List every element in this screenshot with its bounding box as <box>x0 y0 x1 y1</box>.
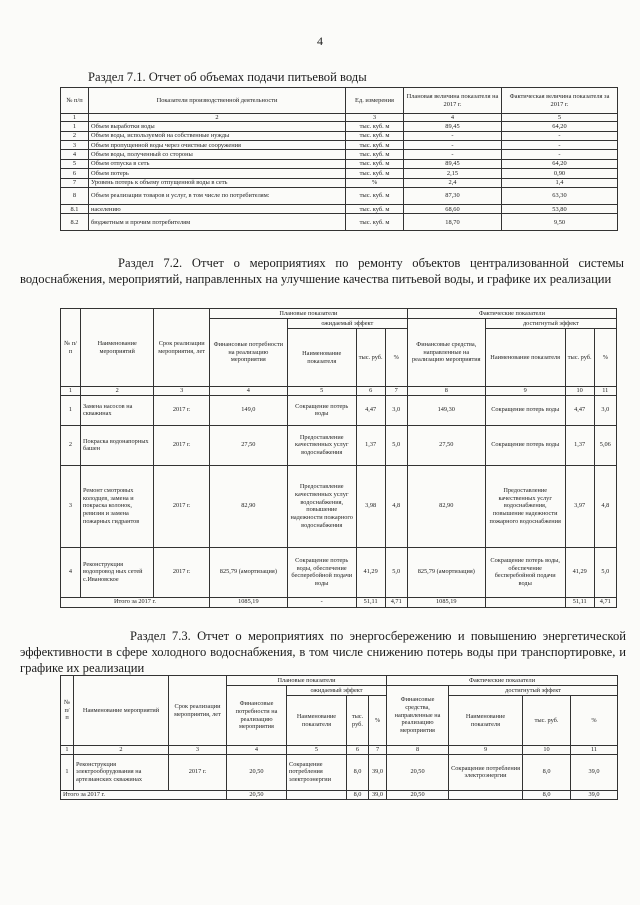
row-num: 4 <box>61 150 89 159</box>
row-fact-k: 4,47 <box>565 395 594 425</box>
header-plan-fin: Финансовые потребности на реализацию мероприятия <box>227 686 287 746</box>
header-name: Наименование мероприятий <box>74 676 169 746</box>
row-num: 5 <box>61 159 89 168</box>
index-cell: 1 <box>61 746 74 755</box>
total-fact-indicator <box>485 597 565 607</box>
row-measure: Реконструкция электрооборудования на артезианских скважинах <box>74 754 169 790</box>
table-row <box>61 188 618 205</box>
column-index-row <box>61 114 618 122</box>
header-fact-indicator: Наименование показателя <box>485 329 565 387</box>
total-plan-pct: 39,0 <box>369 790 387 799</box>
index-cell: 5 <box>502 114 618 122</box>
index-cell: 2 <box>81 387 154 396</box>
section-7-2-title: Раздел 7.2. Отчет о мероприятиях по ремонту объектов централизованной системы водоснабжения, мероприятий, направленных на улучшение качества питьевой воды, и графике их реализации <box>20 256 624 286</box>
row-fact-indicator: Предоставление качественных услуг водоснабжения, повышение надежности пожарного водоснабжения <box>485 465 565 547</box>
header-num: № п/ п <box>61 676 74 746</box>
row-fact-k: 41,29 <box>565 547 594 597</box>
row-indicator: населению <box>89 205 346 214</box>
header-plan-k: тыс. руб. <box>347 696 369 746</box>
header-fact-k: тыс. руб. <box>523 696 571 746</box>
header-num: № п/п <box>61 88 89 114</box>
row-num: 8.2 <box>61 214 89 231</box>
row-unit: тыс. куб. м <box>346 150 404 159</box>
row-fact: 63,30 <box>502 188 618 205</box>
row-plan-fin: 20,50 <box>227 754 287 790</box>
total-fact-indicator <box>449 790 523 799</box>
index-cell: 6 <box>347 746 369 755</box>
index-cell: 2 <box>74 746 169 755</box>
index-cell: 9 <box>449 746 523 755</box>
total-fact-k: 51,11 <box>565 597 594 607</box>
index-cell: 8 <box>407 387 485 396</box>
row-num: 7 <box>61 178 89 187</box>
row-unit: тыс. куб. м <box>346 214 404 231</box>
total-fact-fin: 1085,19 <box>407 597 485 607</box>
total-plan-fin: 20,50 <box>227 790 287 799</box>
row-term: 2017 г. <box>154 395 210 425</box>
row-indicator: Объем реализации товаров и услуг, в том числе по потребителям: <box>89 188 346 205</box>
header-fact-indicator: Наименование показателя <box>449 696 523 746</box>
row-num: 3 <box>61 465 81 547</box>
page-number: 4 <box>317 34 323 48</box>
energy-saving-table <box>60 675 618 800</box>
total-fact-pct: 39,0 <box>571 790 618 799</box>
total-row <box>61 790 618 799</box>
row-plan: 89,45 <box>404 122 502 131</box>
row-measure: Реконструкция водопровод ных сетей с.Ивановское <box>81 547 154 597</box>
row-plan-indicator: Предоставление качественных услуг водоснабжения, повышение надежности пожарного водоснабжения <box>287 465 356 547</box>
header-term: Срок реализации мероприятия, лет <box>154 309 210 387</box>
row-num: 2 <box>61 131 89 140</box>
row-fact-pct: 3,0 <box>594 395 616 425</box>
header-fact: Фактическая величина показателя за 2017 г. <box>502 88 618 114</box>
row-indicator: Объем воды, используемой на собственные нужды <box>89 131 346 140</box>
row-fact: 64,20 <box>502 159 618 168</box>
row-num: 3 <box>61 141 89 150</box>
row-fact-fin: 149,30 <box>407 395 485 425</box>
row-plan-k: 8,0 <box>347 754 369 790</box>
header-expected-effect: ожидаемый эффект <box>287 686 387 696</box>
total-fact-k: 8,0 <box>523 790 571 799</box>
section-7-1-title: Раздел 7.1. Отчет об объемах подачи питьевой воды <box>88 70 367 84</box>
header-plan-indicator: Наименование показателя <box>287 696 347 746</box>
table-row <box>61 178 618 187</box>
row-indicator: бюджетным и прочим потребителям <box>89 214 346 231</box>
index-cell: 2 <box>89 114 346 122</box>
row-fact: 9,50 <box>502 214 618 231</box>
table-row <box>61 465 617 547</box>
row-num: 1 <box>61 122 89 131</box>
row-fact-indicator: Сокращение потерь воды <box>485 395 565 425</box>
row-fact: 64,20 <box>502 122 618 131</box>
row-indicator: Объем потерь <box>89 169 346 178</box>
section-7-3-title: Раздел 7.3. Отчет о мероприятиях по энергосбережению и повышению энергетической эффективности в сфере холодного водоснабжения, в том числе снижению потерь воды при транспортировке, и графике их реализации <box>20 629 626 675</box>
header-indicator: Показатели производственной деятельности <box>89 88 346 114</box>
row-measure: Ремонт смотровых колодцев, замена и покраска колонок, ревизия и замена пожарных гидрантов <box>81 465 154 547</box>
row-fact: 1,4 <box>502 178 618 187</box>
row-fact: 0,90 <box>502 169 618 178</box>
row-fact-fin: 20,50 <box>387 754 449 790</box>
row-term: 2017 г. <box>169 754 227 790</box>
row-unit: тыс. куб. м <box>346 188 404 205</box>
row-fact-k: 1,37 <box>565 425 594 465</box>
index-cell: 4 <box>227 746 287 755</box>
table-row <box>61 754 618 790</box>
row-fact-pct: 5,0 <box>594 547 616 597</box>
row-term: 2017 г. <box>154 465 210 547</box>
index-cell: 3 <box>346 114 404 122</box>
row-plan: 18,70 <box>404 214 502 231</box>
row-unit: тыс. куб. м <box>346 159 404 168</box>
total-plan-fin: 1085,19 <box>209 597 287 607</box>
total-plan-indicator <box>287 790 347 799</box>
row-term: 2017 г. <box>154 425 210 465</box>
repair-measures-table <box>60 308 617 608</box>
index-cell: 11 <box>594 387 616 396</box>
table-header-row <box>61 676 618 686</box>
row-plan-fin: 82,90 <box>209 465 287 547</box>
header-plan-indicator: Наименование показателя <box>287 329 356 387</box>
table-row <box>61 141 618 150</box>
header-num: № п/ п <box>61 309 81 387</box>
row-fact: - <box>502 131 618 140</box>
row-plan: 2,15 <box>404 169 502 178</box>
total-plan-k: 8,0 <box>347 790 369 799</box>
index-cell: 6 <box>356 387 385 396</box>
row-fact-indicator: Сокращение потребления электроэнергии <box>449 754 523 790</box>
row-plan-pct: 4,8 <box>385 465 407 547</box>
table-row <box>61 159 618 168</box>
header-fact-group: Фактические показатели <box>387 676 618 686</box>
row-plan: - <box>404 150 502 159</box>
total-fact-fin: 20,50 <box>387 790 449 799</box>
row-plan-k: 3,98 <box>356 465 385 547</box>
column-index-row <box>61 746 618 755</box>
row-plan-pct: 3,0 <box>385 395 407 425</box>
water-supply-table <box>60 87 618 231</box>
header-unit: Ед. измерения <box>346 88 404 114</box>
row-plan-k: 4,47 <box>356 395 385 425</box>
index-cell: 3 <box>169 746 227 755</box>
table-header-row <box>61 309 617 319</box>
header-plan-group: Плановые показатели <box>209 309 407 319</box>
index-cell: 10 <box>565 387 594 396</box>
row-fact: - <box>502 141 618 150</box>
table-row <box>61 169 618 178</box>
table-row <box>61 214 618 231</box>
index-cell: 11 <box>571 746 618 755</box>
row-num: 8 <box>61 188 89 205</box>
row-fact-pct: 4,8 <box>594 465 616 547</box>
table-row <box>61 150 618 159</box>
total-label: Итого за 2017 г. <box>61 597 210 607</box>
row-measure: Покраска водонапорных башен <box>81 425 154 465</box>
row-plan-fin: 825,79 (амортизация) <box>209 547 287 597</box>
row-plan-pct: 39,0 <box>369 754 387 790</box>
header-term: Срок реализации мероприятия, лет <box>169 676 227 746</box>
row-unit: тыс. куб. м <box>346 122 404 131</box>
row-fact-fin: 825,79 (амортизация) <box>407 547 485 597</box>
index-cell: 5 <box>287 746 347 755</box>
total-label: Итого за 2017 г. <box>61 790 227 799</box>
row-plan: 89,45 <box>404 159 502 168</box>
header-achieved-effect: достигнутый эффект <box>449 686 618 696</box>
table-row <box>61 425 617 465</box>
row-unit: тыс. куб. м <box>346 141 404 150</box>
row-unit: тыс. куб. м <box>346 169 404 178</box>
row-indicator: Объем отпуска в сеть <box>89 159 346 168</box>
row-unit: тыс. куб. м <box>346 205 404 214</box>
header-fact-k: тыс. руб. <box>565 329 594 387</box>
row-num: 4 <box>61 547 81 597</box>
header-fact-fin: Финансовые средства, направленные на реализацию мероприятия <box>387 686 449 746</box>
row-plan: 2,4 <box>404 178 502 187</box>
row-num: 2 <box>61 425 81 465</box>
row-plan-indicator: Сокращение потерь воды, обеспечение бесперебойной подачи воды <box>287 547 356 597</box>
header-fact-pct: % <box>594 329 616 387</box>
row-plan-indicator: Предоставление качественных услуг водоснабжения <box>287 425 356 465</box>
index-cell: 1 <box>61 387 81 396</box>
row-fact: 53,80 <box>502 205 618 214</box>
header-plan-pct: % <box>385 329 407 387</box>
row-plan: 68,60 <box>404 205 502 214</box>
row-indicator: Объем пропущенной воды через очистные сооружения <box>89 141 346 150</box>
row-indicator: Объем выработки воды <box>89 122 346 131</box>
header-plan-fin: Финансовые потребности на реализацию мероприятия <box>209 319 287 387</box>
index-cell: 7 <box>385 387 407 396</box>
index-cell: 8 <box>387 746 449 755</box>
row-measure: Замена насосов на скважинах <box>81 395 154 425</box>
header-fact-group: Фактические показатели <box>407 309 616 319</box>
row-indicator: Объем воды, полученный со стороны <box>89 150 346 159</box>
row-fact-indicator: Сокращение потерь воды <box>485 425 565 465</box>
table-row <box>61 395 617 425</box>
header-plan: Плановая величина показателя на 2017 г. <box>404 88 502 114</box>
total-plan-pct: 4,71 <box>385 597 407 607</box>
index-cell: 1 <box>61 114 89 122</box>
row-plan-pct: 5,0 <box>385 547 407 597</box>
row-fact-indicator: Сокращение потерь воды, обеспечение бесперебойной подачи воды <box>485 547 565 597</box>
header-plan-pct: % <box>369 696 387 746</box>
row-fact-k: 8,0 <box>523 754 571 790</box>
row-num: 8.1 <box>61 205 89 214</box>
index-cell: 9 <box>485 387 565 396</box>
row-plan-k: 41,29 <box>356 547 385 597</box>
row-fact-k: 3,97 <box>565 465 594 547</box>
row-fact: - <box>502 150 618 159</box>
index-cell: 5 <box>287 387 356 396</box>
row-fact-pct: 5,06 <box>594 425 616 465</box>
row-plan-fin: 149,0 <box>209 395 287 425</box>
row-plan: - <box>404 131 502 140</box>
index-cell: 10 <box>523 746 571 755</box>
row-num: 6 <box>61 169 89 178</box>
index-cell: 7 <box>369 746 387 755</box>
total-plan-indicator: - <box>287 597 356 607</box>
total-fact-pct: 4,71 <box>594 597 616 607</box>
table-row <box>61 131 618 140</box>
row-indicator: Уровень потерь к объему отпущенной воды в сеть <box>89 178 346 187</box>
header-achieved-effect: достигнутый эффект <box>485 319 616 329</box>
row-fact-fin: 27,50 <box>407 425 485 465</box>
index-cell: 4 <box>209 387 287 396</box>
row-plan-fin: 27,50 <box>209 425 287 465</box>
total-plan-k: 51,11 <box>356 597 385 607</box>
row-plan-indicator: Сокращение потерь воды <box>287 395 356 425</box>
column-index-row <box>61 387 617 396</box>
index-cell: 4 <box>404 114 502 122</box>
index-cell: 3 <box>154 387 210 396</box>
table-header-row <box>61 88 618 114</box>
row-fact-fin: 82,90 <box>407 465 485 547</box>
row-fact-pct: 39,0 <box>571 754 618 790</box>
row-term: 2017 г. <box>154 547 210 597</box>
row-num: 1 <box>61 395 81 425</box>
header-plan-group: Плановые показатели <box>227 676 387 686</box>
header-fact-pct: % <box>571 696 618 746</box>
total-row <box>61 597 617 607</box>
header-name: Наименование мероприятий <box>81 309 154 387</box>
row-unit: тыс. куб. м <box>346 131 404 140</box>
table-row <box>61 205 618 214</box>
row-num: 1 <box>61 754 74 790</box>
row-unit: % <box>346 178 404 187</box>
table-row <box>61 122 618 131</box>
row-plan-pct: 5,0 <box>385 425 407 465</box>
header-expected-effect: ожидаемый эффект <box>287 319 407 329</box>
row-plan-indicator: Сокращение потребления электроэнергии <box>287 754 347 790</box>
row-plan: 87,30 <box>404 188 502 205</box>
row-plan-k: 1,37 <box>356 425 385 465</box>
header-fact-fin: Финансовые средства, направленные на реализацию мероприятия <box>407 319 485 387</box>
header-plan-k: тыс. руб. <box>356 329 385 387</box>
row-plan: - <box>404 141 502 150</box>
table-row <box>61 547 617 597</box>
